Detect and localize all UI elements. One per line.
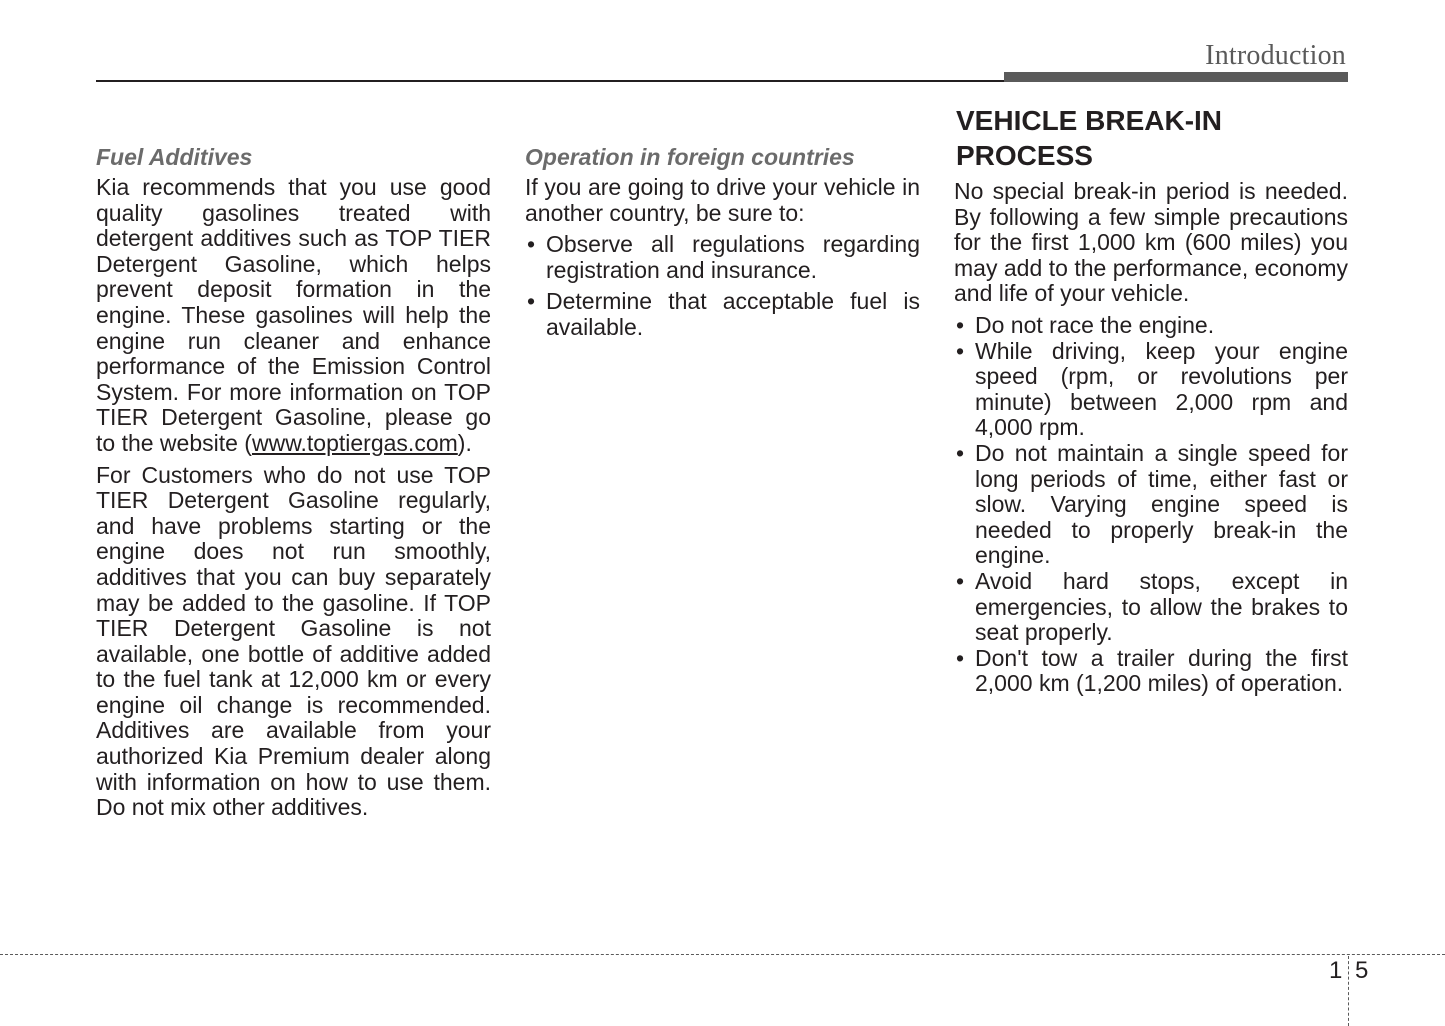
foreign-countries-list	[525, 232, 920, 340]
bullet-icon: •	[527, 231, 536, 258]
list-item-text: While driving, keep your engine speed (rpm, or revolutions per minute) between 2,000 rpm and 4,000 rpm.	[975, 337, 1348, 441]
list-item	[954, 441, 1348, 569]
toptiergas-link[interactable]: www.toptiergas.com	[251, 429, 458, 456]
list-item-text: Determine that acceptable fuel is available.	[546, 288, 920, 340]
break-in-intro: No special break-in period is needed. By following a few simple precautions for the first 1,000 km (600 miles) you may add to the performance, economy and life of your vehicle.	[954, 178, 1348, 307]
column-foreign-countries	[525, 144, 920, 347]
bullet-icon: •	[956, 567, 965, 594]
section-title: Introduction	[1205, 40, 1346, 71]
list-item	[954, 646, 1348, 697]
fuel-additives-p1-end: ).	[457, 429, 472, 456]
page-number-divider	[1348, 956, 1349, 1026]
list-item-text: Don't tow a trailer during the first 2,000 km (1,200 miles) of operation.	[975, 644, 1348, 697]
column-break-in	[954, 103, 1348, 697]
fuel-additives-heading: Fuel Additives	[96, 144, 253, 170]
header-rule	[96, 80, 1004, 82]
fuel-additives-p1-text: Kia recommends that you use good quality gasolines treated with detergent additives such as TOP TIER Detergent Gasoline, which helps prevent deposit formation in the engine. These gasolines will help the engine run cleaner and enhance performance of the Emission Control System. For more information on TOP TIER Detergent Gasoline, please go to the website (	[96, 174, 491, 456]
list-item	[525, 289, 920, 340]
chapter-number: 1	[1329, 957, 1343, 984]
footer-divider	[0, 954, 1445, 955]
list-item	[525, 232, 920, 283]
list-item-text: Observe all regulations regarding registration and insurance.	[546, 231, 920, 283]
list-item-text: Do not race the engine.	[975, 311, 1215, 338]
bullet-icon: •	[956, 439, 965, 466]
bullet-icon: •	[956, 337, 965, 364]
bullet-icon: •	[956, 644, 965, 671]
list-item	[954, 569, 1348, 646]
list-item	[954, 313, 1348, 339]
page-number: 5	[1355, 957, 1369, 984]
list-item-text: Do not maintain a single speed for long periods of time, either fast or slow. Varying engine speed is needed to properly break-in the engine.	[975, 439, 1348, 569]
bullet-icon: •	[956, 311, 965, 338]
foreign-countries-intro: If you are going to drive your vehicle in another country, be sure to:	[525, 174, 920, 226]
break-in-heading: VEHICLE BREAK-IN PROCESS	[956, 105, 1223, 171]
break-in-list	[954, 313, 1348, 697]
foreign-countries-heading: Operation in foreign countries	[525, 144, 855, 170]
fuel-additives-paragraph-1	[96, 175, 491, 457]
bullet-icon: •	[527, 288, 536, 315]
header-accent-bar	[1004, 72, 1348, 82]
column-fuel-additives	[96, 144, 491, 827]
list-item-text: Avoid hard stops, except in emergencies, to allow the brakes to seat properly.	[975, 567, 1348, 646]
fuel-additives-paragraph-2: For Customers who do not use TOP TIER Detergent Gasoline regularly, and have problems starting or the engine does not run smoothly, additives that you can buy separately may be added to the gasoline. If TOP TIER Detergent Gasoline is not available, one bottle of additive added to the fuel tank at 12,000 km or every engine oil change is recommended. Additives are available from your authorized Kia Premium dealer along with information on how to use them. Do not mix other additives.	[96, 461, 491, 821]
list-item	[954, 339, 1348, 441]
